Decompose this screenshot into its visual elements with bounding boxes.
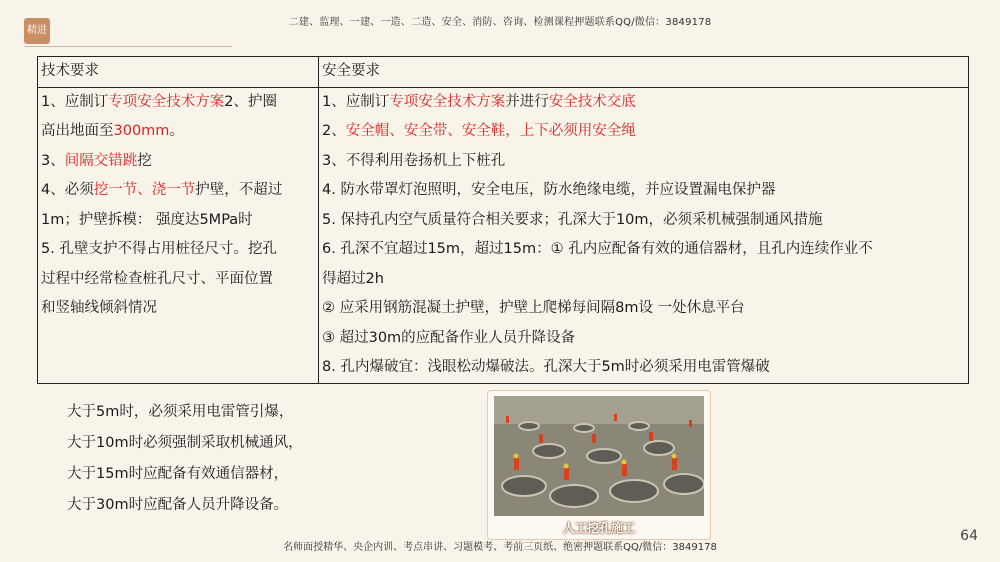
list-item: 大于15m时应配备有效通信器材， <box>67 466 289 482</box>
table-row <box>38 87 969 383</box>
safety-line-6: 6. 孔深不宜超过15m，超过15m：① 孔内应配备有效的通信器材，且孔内连续作业不 <box>322 241 873 257</box>
construction-photo-frame <box>487 390 711 540</box>
brand-badge: 精进 <box>24 18 50 44</box>
tech-line-2: 高出地面至300mm。 <box>41 123 184 139</box>
safety-line-5: 5. 保持孔内空气质量符合相关要求；孔深大于10m，必须采机械强制通风措施 <box>322 211 823 228</box>
header-technical: 技术要求 <box>38 57 319 88</box>
list-item: 大于10m时必须强制采取机械通风， <box>67 435 303 451</box>
safety-line-10: 8. 孔内爆破宜：浅眼松动爆破法。孔深大于5m时必须采用电雷管爆破 <box>322 359 770 375</box>
tech-line-3: 3、间隔交错跳挖 <box>41 152 152 169</box>
header-safety: 安全要求 <box>319 57 969 88</box>
construction-photo <box>494 396 704 516</box>
safety-line-4: 4. 防水带罩灯泡照明，安全电压，防水绝缘电缆，并应设置漏电保护器 <box>322 182 776 198</box>
tech-line-7: 过程中经常检查桩孔尺寸、平面位置 <box>41 270 273 287</box>
safety-line-9: ③ 超过30m的应配备作业人员升降设备 <box>322 329 576 346</box>
tech-line-8: 和竖轴线倾斜情况 <box>41 300 157 316</box>
table-header-row <box>38 57 969 88</box>
safety-line-2: 2、安全帽、安全带、安全鞋，上下必须用安全绳 <box>322 123 636 139</box>
list-item: 大于30m时应配备人员升降设备。 <box>67 497 289 513</box>
safety-line-8: ② 应采用钢筋混凝土护壁，护壁上爬梯每间隔8m设 一处休息平台 <box>322 300 745 316</box>
technical-requirements-cell <box>38 87 319 383</box>
tech-line-6: 5. 孔壁支护不得占用桩径尺寸。挖孔 <box>41 241 277 257</box>
safety-line-7: 得超过2h <box>322 270 384 287</box>
safety-line-1: 1、应制订专项安全技术方案并进行安全技术交底 <box>322 93 636 110</box>
page-number: 64 <box>960 528 978 544</box>
safety-requirements-cell <box>319 87 969 383</box>
header-divider <box>24 46 232 47</box>
safety-line-3: 3、不得利用卷扬机上下桩孔 <box>322 152 506 169</box>
tech-line-4: 4、必须挖一节、浇一节护壁，不超过 <box>41 182 283 198</box>
footer-notice: 名师面授精华、央企内训、考点串讲、习题模考、考前三页纸、绝密押题联系QQ/微信：3849178 <box>283 542 717 553</box>
tech-line-5: 1m；护壁拆模： 强度达5MPa时 <box>41 211 253 228</box>
list-item: 大于5m时，必须采用电雷管引爆， <box>67 404 294 420</box>
header-notice: 二建、监理、一建、一造、二造、安全、消防、咨询、检测课程押题联系QQ/微信：3849178 <box>288 17 712 28</box>
requirements-table <box>37 56 969 384</box>
photo-caption: 人工挖孔施工 <box>562 521 635 535</box>
tech-line-1: 1、应制订专项安全技术方案2、护圈 <box>41 93 277 110</box>
summary-list <box>67 397 303 521</box>
